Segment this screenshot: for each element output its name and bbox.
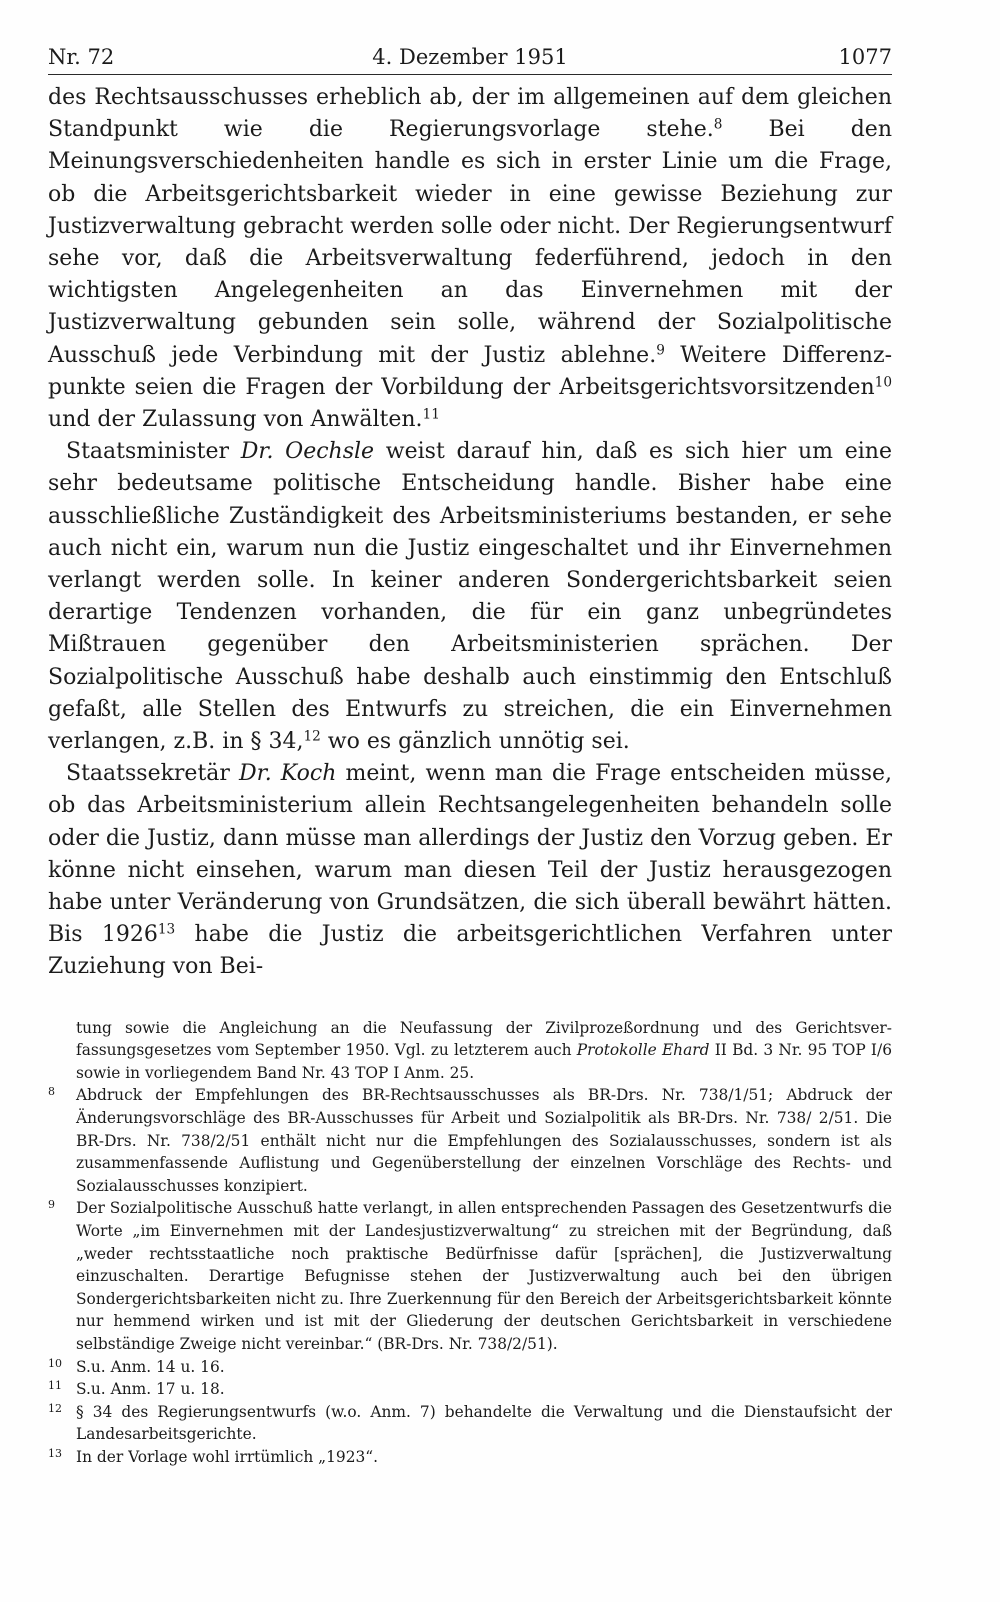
footnote (48, 1356, 892, 1379)
text-run: Staatsminister (66, 439, 241, 465)
speaker-name: Protokolle Ehard (576, 1041, 710, 1060)
text-run: Weitere Differenzpunkte seien die Fragen der Vorbildung der Arbeitsgerichtsvorsitzenden (48, 342, 892, 400)
text-run: S.u. Anm. 14 u. 16. (76, 1357, 225, 1376)
text-run: S.u. Anm. 17 u. 18. (76, 1380, 225, 1399)
footnote-reference: 12 (303, 728, 321, 745)
paragraph (48, 436, 892, 758)
footnote-number: 12 (48, 1401, 62, 1415)
footnote-reference: 8 (713, 116, 723, 133)
footnote-number: 8 (48, 1085, 55, 1099)
body-text (48, 82, 892, 984)
text-run: habe die Justiz die arbeitsgerichtlichen Verfahren unter Zuziehung von Bei- (48, 922, 892, 980)
text-run: und der Zulassung von Anwälten. (48, 407, 423, 433)
footnote-number: 10 (48, 1356, 62, 1370)
footnote-reference: 13 (157, 921, 176, 938)
footnote (48, 1446, 892, 1469)
text-run: Bei den Meinungsverschiedenheiten handle es sich in erster Linie um die Frage, ob die Arbeitsgerichtsbarkeit wieder in eine gewisse Beziehung zur Justizverwaltung gebracht werden solle oder nicht. Der Regierungsentwurf sehe vor, daß die Arbeitsverwaltung federführend, jedoch in den wichtigsten Angelegenheiten an das Einvernehmen mit der Justizverwaltung gebunden sein solle, während der Sozialpolitische Ausschuß jede Verbindung mit der Justiz ablehne. (48, 117, 892, 368)
paragraph (48, 758, 892, 983)
text-run: Abdruck der Empfehlungen des BR-Rechtsausschusses als BR-Drs. Nr. 738/1/51; Abdruck der Änderungsvorschläge des BR-Ausschusses für Arbeit und Sozialpolitik als BR-Drs. Nr. 738/ 2/51. Die BR-Drs. Nr. 738/2/51 enthält nicht nur die Empfehlungen des Sozialausschusses, sondern ist als zusammenfassende Auflistung und Gegenüberstellung der einzelnen Vorschläge des Rechts- und Sozialausschusses konzipiert. (76, 1086, 892, 1195)
speaker-name: Dr. Koch (239, 761, 337, 787)
footnotes (48, 1017, 892, 1469)
footnote (48, 1197, 892, 1355)
text-run: § 34 des Regierungsentwurfs (w.o. Anm. 7) behandelte die Verwaltung und die Dienstaufsicht der Landesarbeitsgerichte. (76, 1402, 892, 1444)
footnote-number: 11 (48, 1379, 62, 1393)
footnote-reference: 11 (422, 406, 440, 423)
footnote (48, 1378, 892, 1401)
footnote-reference: 9 (656, 342, 665, 359)
paragraph (48, 82, 892, 436)
header-date: 4. Dezember 1951 (372, 45, 568, 69)
footnote-reference: 10 (874, 374, 892, 391)
text-run: In der Vorlage wohl irrtümlich „1923“. (76, 1447, 379, 1466)
text-run: meint, wenn man die Frage entscheiden müsse, ob das Arbeitsministerium allein Rechtsangelegenheiten behandeln solle oder die Justiz, dann müsse man allerdings der Justiz den Vorzug geben. Er könne nicht einsehen, warum man diesen Teil der Justiz herausgezogen habe unter Veränderung von Grundsätzen, die sich überall bewährt hätten. Bis 1926 (48, 761, 893, 948)
book-page (48, 40, 892, 1469)
text-run: tung sowie die Angleichung an die Neufassung der Zivilprozeßordnung und des Gerichtsverfassungsgesetzes vom September 1950. Vgl. zu letzterem auch (76, 1018, 892, 1060)
text-run: Staatssekretär (66, 761, 239, 787)
text-run: wo es gänzlich unnötig sei. (320, 729, 630, 755)
running-header (48, 40, 892, 75)
footnote-continuation (48, 1017, 892, 1085)
footnote (48, 1084, 892, 1197)
speaker-name: Dr. Oechsle (240, 439, 375, 465)
issue-number: Nr. 72 (48, 45, 115, 69)
text-run: weist darauf hin, daß es sich hier um eine sehr bedeutsame politische Entscheidung handle. Bisher habe eine ausschließliche Zuständigkeit des Arbeitsministeriums bestanden, er sehe auch nicht ein, warum nun die Justiz eingeschaltet und ihr Einvernehmen verlangt werden solle. In keiner anderen Sondergerichtsbarkeit seien derartige Tendenzen vorhanden, die für ein ganz unbegründetes Mißtrauen gegenüber den Arbeitsministerien sprächen. Der Sozialpolitische Ausschuß habe deshalb auch einstimmig den Entschluß gefaßt, alle Stellen des Entwurfs zu streichen, die ein Einvernehmen verlangen, z.B. in § 34, (48, 439, 892, 755)
text-run: Der Sozialpolitische Ausschuß hatte verlangt, in allen entsprechenden Passagen des Gesetzentwurfs die Worte „im Einvernehmen mit der Landesjustizverwaltung“ zu streichen mit der Begründung, daß „weder rechtsstaatliche noch praktische Bedürfnisse dafür [sprächen], die Justizverwaltung einzuschalten. Derartige Befugnisse stehen der Justizverwaltung auch bei den übrigen Sondergerichtsbarkeiten nicht zu. Ihre Zuerkennung für den Bereich der Arbeitsgerichtsbarkeit könnte nur hemmend wirken und ist mit der Gliederung der deutschen Gerichtsbarkeit in verschiedene selbständige Zweige nicht vereinbar.“ (BR-Drs. Nr. 738/2/51). (76, 1199, 892, 1353)
footnote (48, 1401, 892, 1446)
footnote-number: 9 (48, 1198, 55, 1212)
page-number: 1077 (838, 45, 892, 69)
text-run: II Bd. 3 Nr. 95 TOP I/6 sowie in vorliegendem Band Nr. 43 TOP I Anm. 25. (76, 1041, 892, 1082)
text-run: des Rechtsausschusses erheblich ab, der im allgemeinen auf dem gleichen Standpunkt wie die Regierungsvorlage stehe. (48, 85, 892, 143)
footnote-number: 13 (48, 1446, 62, 1460)
